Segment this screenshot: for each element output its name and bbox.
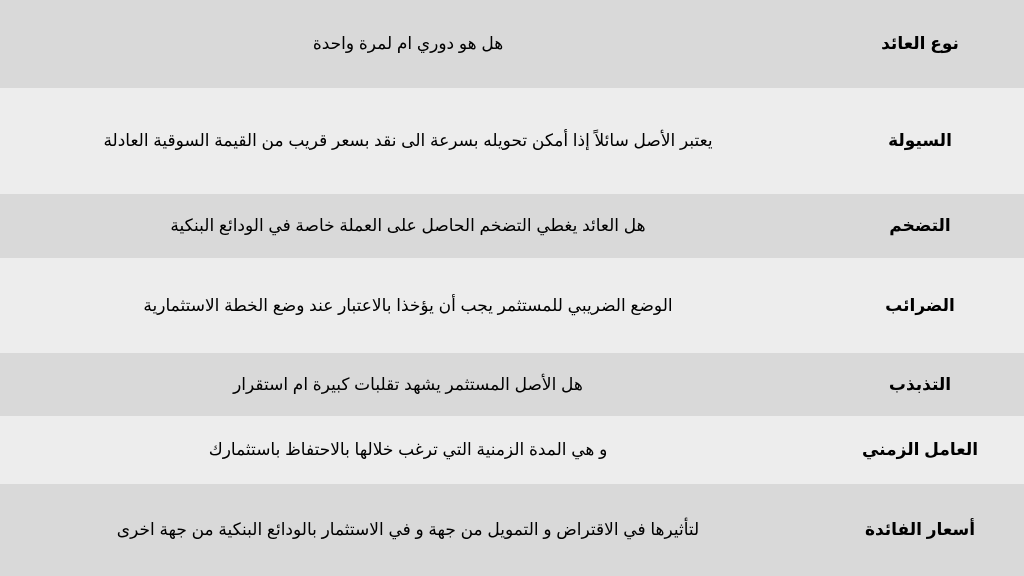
row-text: لتأثيرها في الاقتراض و التمويل من جهة و في الاستثمار بالودائع البنكية من جهة اخرى (116, 520, 700, 539)
table-row (0, 0, 1024, 88)
table-row (0, 416, 1024, 484)
table-row (0, 484, 1024, 576)
table-row (0, 353, 1024, 416)
table-row (0, 258, 1024, 353)
row-text: هل هو دوري ام لمرة واحدة (312, 34, 504, 53)
row-label: التضخم (889, 216, 951, 235)
table-row (0, 194, 1024, 258)
row-label: أسعار الفائدة (864, 520, 976, 539)
row-label: العامل الزمني (861, 440, 979, 459)
row-text: هل الأصل المستثمر يشهد تقلبات كبيرة ام استقرار (233, 374, 583, 394)
row-label: التذبذب (888, 374, 952, 394)
row-label: نوع العائد (881, 34, 959, 53)
row-label: السيولة (888, 131, 952, 150)
row-label: الضرائب (885, 295, 955, 315)
row-text: يعتبر الأصل سائلاً إذا أمكن تحويله بسرعة الى نقد بسعر قريب من القيمة السوقية العادلة (103, 131, 713, 150)
row-text: هل العائد يغطي التضخم الحاصل على العملة خاصة في الودائع البنكية (170, 216, 646, 235)
table-row (0, 88, 1024, 194)
row-text: الوضع الضريبي للمستثمر يجب أن يؤخذا بالاعتبار عند وضع الخطة الاستثمارية (143, 295, 673, 315)
row-text: و هي المدة الزمنية التي ترغب خلالها بالاحتفاظ باستثمارك (208, 440, 608, 459)
